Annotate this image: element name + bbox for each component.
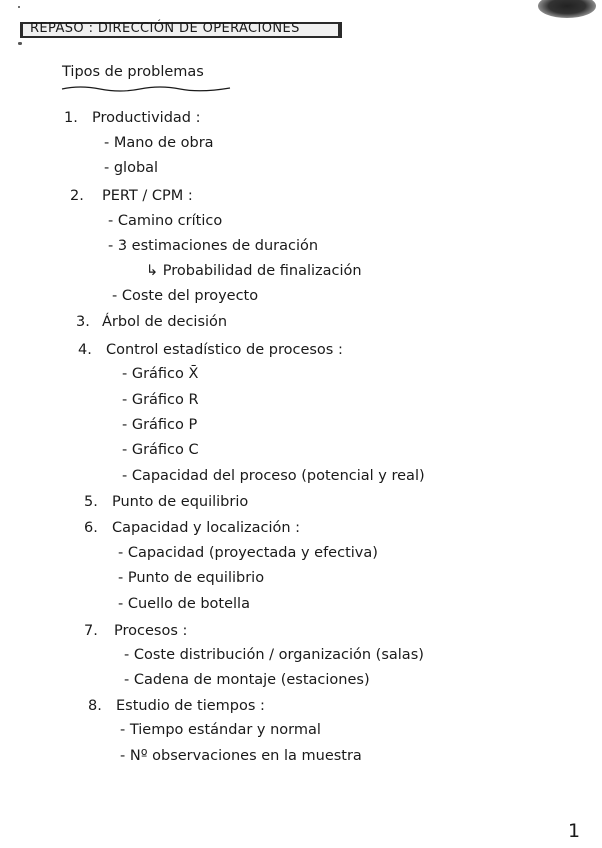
list-item-title: Punto de equilibrio	[112, 494, 249, 510]
list-subitem: - Tiempo estándar y normal	[120, 722, 321, 738]
list-item-title: Control estadístico de procesos :	[106, 342, 343, 358]
list-item-number: 7.	[84, 623, 98, 639]
list-item-title: Estudio de tiempos :	[116, 698, 265, 714]
list-subitem: - global	[104, 160, 159, 176]
list-subitem-arrow: ↳ Probabilidad de finalización	[146, 263, 362, 279]
list-subitem: - Mano de obra	[104, 135, 214, 151]
list-subitem: - Gráfico R	[122, 392, 199, 408]
page-number: 1	[568, 820, 581, 842]
list-item-number: 6.	[84, 520, 98, 536]
list-subitem: - Gráfico C	[122, 442, 199, 458]
page-title: REPASO : DIRECCIÓN DE OPERACIONES	[30, 21, 300, 36]
list-item-number: 4.	[78, 342, 92, 358]
section-title: Tipos de problemas	[62, 64, 204, 80]
list-item-title: Procesos :	[114, 623, 188, 639]
list-subitem: - Cuello de botella	[118, 596, 250, 612]
list-item-number: 2.	[70, 188, 84, 204]
list-subitem: - Camino crítico	[108, 213, 223, 229]
list-subitem: - Coste distribución / organización (salas)	[124, 647, 424, 663]
list-subitem: - Nº observaciones en la muestra	[120, 748, 362, 764]
list-item-title: Árbol de decisión	[102, 314, 228, 330]
list-item-title: PERT / CPM :	[102, 188, 193, 204]
list-subitem: - Gráfico P	[122, 417, 198, 433]
list-item-number: 1.	[64, 110, 78, 126]
list-item-title: Productividad :	[92, 110, 201, 126]
list-item-title: Capacidad y localización :	[112, 520, 301, 536]
list-item-number: 8.	[88, 698, 102, 714]
list-subitem: - Capacidad del proceso (potencial y real)	[122, 468, 425, 484]
list-subitem: - Coste del proyecto	[112, 288, 259, 304]
list-subitem: - Punto de equilibrio	[118, 570, 265, 586]
list-subitem: - Gráfico X̄	[122, 366, 199, 382]
list-item-number: 3.	[76, 314, 90, 330]
list-subitem: - Capacidad (proyectada y efectiva)	[118, 545, 378, 561]
list-item-number: 5.	[84, 494, 98, 510]
list-subitem: - Cadena de montaje (estaciones)	[124, 672, 370, 688]
list-subitem: - 3 estimaciones de duración	[108, 238, 319, 254]
